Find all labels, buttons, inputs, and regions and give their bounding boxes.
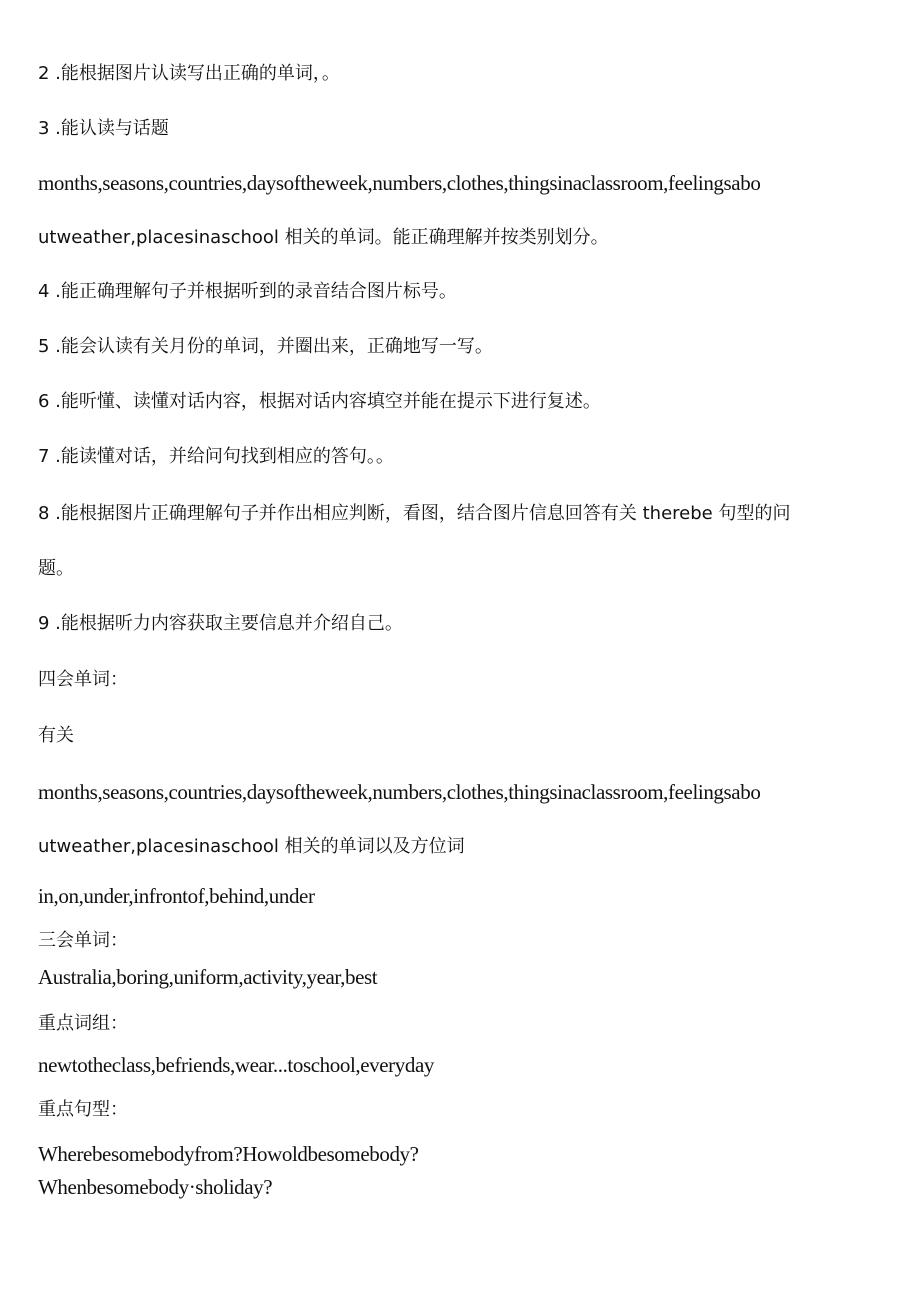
related-label: 有关 [38,725,74,746]
item-8-text: 8 .能根据图片正确理解句子并作出相应判断，看图，结合图片信息回答有关 therebe 句型的问 [38,503,791,524]
item-8-continuation: 题。 [38,558,74,579]
item-3-text: 3 .能认读与话题 [38,118,169,139]
key-phrases-list: newtotheclass,befriends,wear...toschool,everyday [38,1053,434,1077]
item-6-text: 6 .能听懂、读懂对话内容，根据对话内容填空并能在提示下进行复述。 [38,391,601,412]
three-skill-words-heading: 三会单词： [38,930,128,951]
key-sentence-2: Whenbesomebody·sholiday? [38,1175,273,1199]
four-skill-words-heading: 四会单词： [38,669,128,690]
item-2-text: 2 .能根据图片认读写出正确的单词，。 [38,63,340,84]
item-5-text: 5 .能会认读有关月份的单词，并圈出来，正确地写一写。 [38,336,493,357]
item-7-text: 7 .能读懂对话，并给问句找到相应的答句。。 [38,446,394,467]
preposition-list: in,on,under,infrontof,behind,under [38,884,315,908]
topic-word-list-line-2: utweather,placesinaschool 相关的单词。能正确理解并按类别划分。 [38,227,609,248]
four-skill-word-list-line-2: utweather,placesinaschool 相关的单词以及方位词 [38,836,465,857]
four-skill-word-list-line-1: months,seasons,countries,daysoftheweek,numbers,clothes,thingsinaclassroom,feelingsabo [38,780,761,804]
key-sentence-1: Wherebesomebodyfrom?Howoldbesomebody? [38,1142,419,1166]
item-9-text: 9 .能根据听力内容获取主要信息并介绍自己。 [38,613,403,634]
key-phrases-heading: 重点词组： [38,1013,128,1034]
topic-word-list-line-1: months,seasons,countries,daysoftheweek,numbers,clothes,thingsinaclassroom,feelingsabo [38,171,761,195]
key-sentences-heading: 重点句型： [38,1099,128,1120]
item-4-text: 4 .能正确理解句子并根据听到的录音结合图片标号。 [38,281,457,302]
three-skill-word-list: Australia,boring,uniform,activity,year,best [38,965,378,989]
